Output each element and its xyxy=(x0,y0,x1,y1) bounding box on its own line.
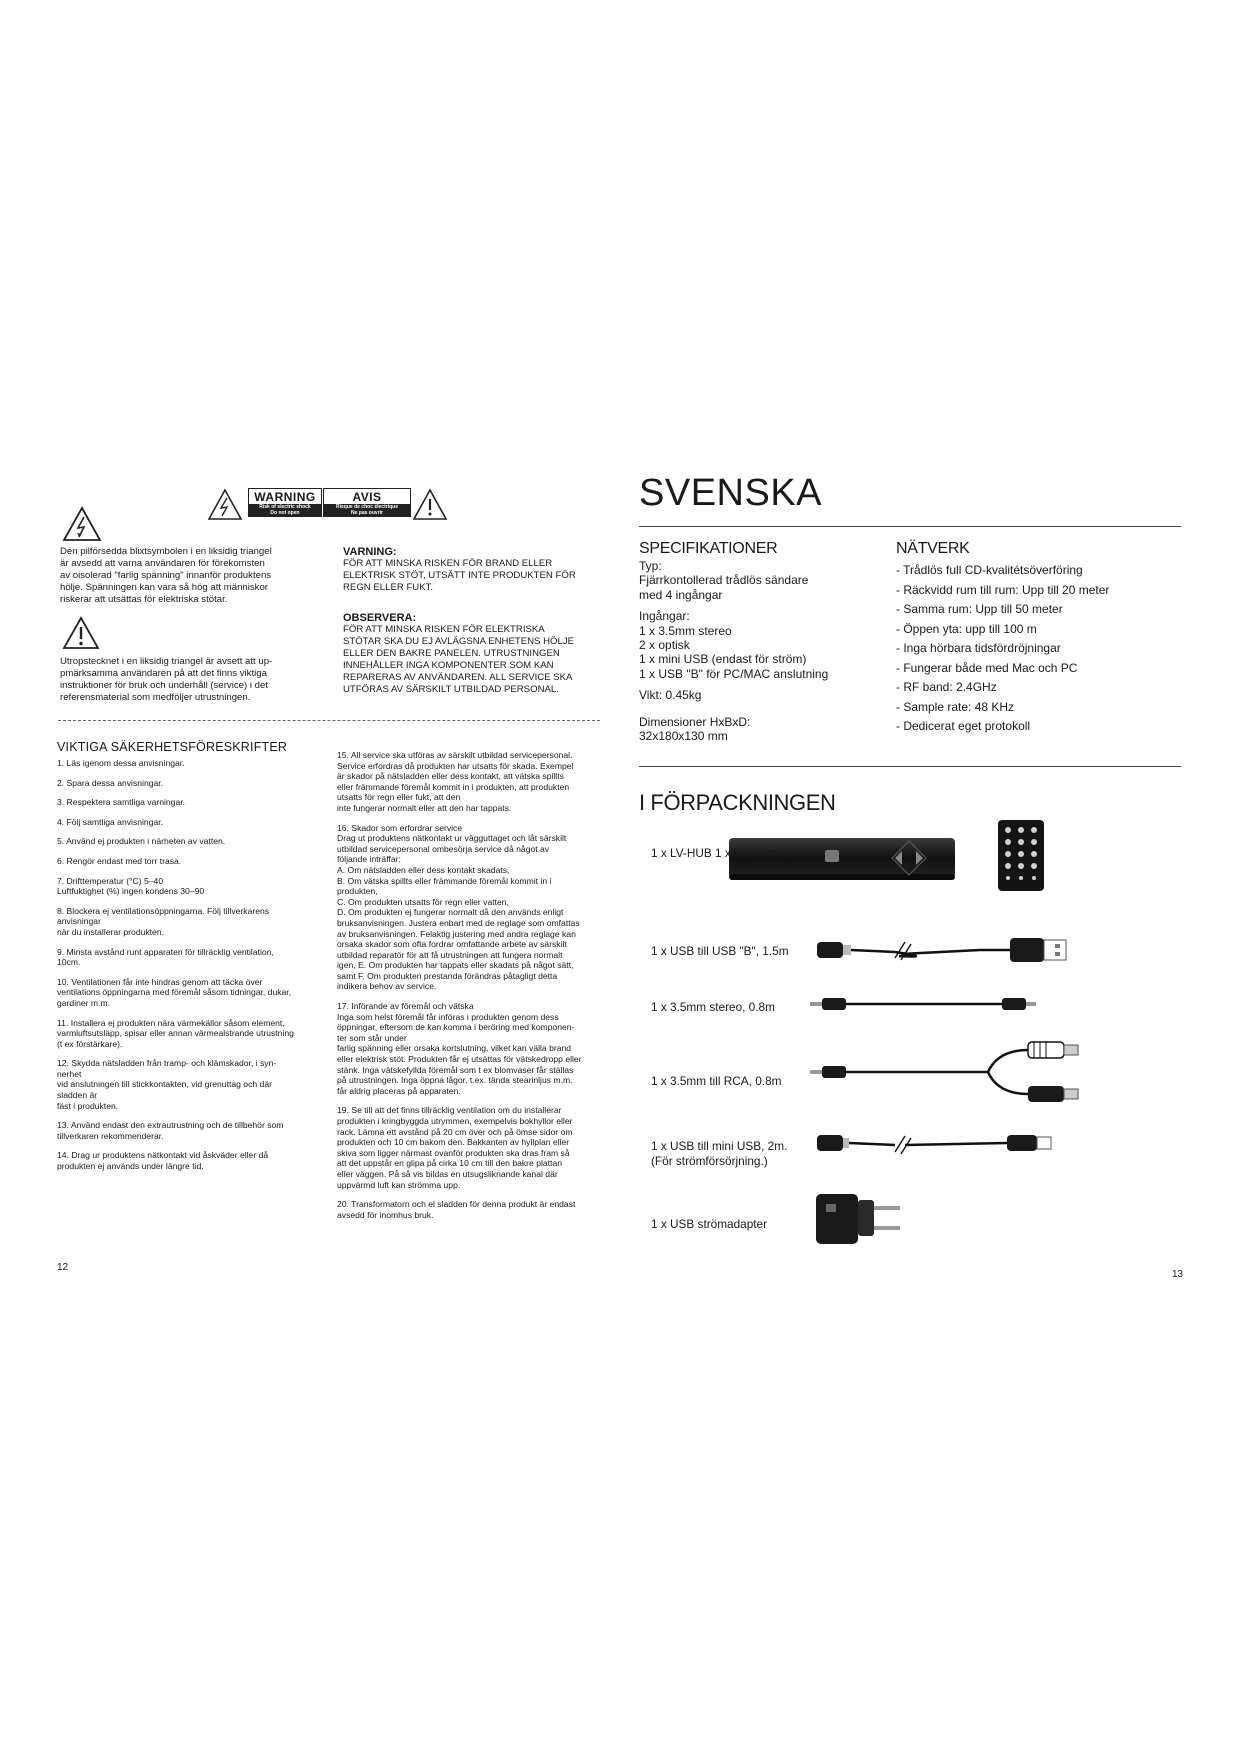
list-item: 8. Blockera ej ventilationsöppningarna. Följ tillverkarens anvisningar när du installerar produkten. xyxy=(57,905,270,937)
varning-block xyxy=(343,546,613,594)
warning-label-title: WARNING xyxy=(254,489,316,504)
list-item: Dimensioner HxBxD: 32x180x130 mm xyxy=(639,714,751,744)
spec-list xyxy=(639,559,869,750)
list-item: - Dedicerat eget protokoll xyxy=(896,719,1031,733)
spec-rule xyxy=(639,766,1181,767)
net-list xyxy=(896,561,1186,737)
usb-to-usb-b-cable-image xyxy=(815,932,1075,968)
list-item: 4. Följ samtliga anvisningar. xyxy=(57,816,164,827)
avis-label-sub2: Ne pas ouvrir xyxy=(351,510,383,516)
safety-list-mid xyxy=(337,750,607,1229)
warning-label xyxy=(248,488,322,517)
observera-text: FÖR ATT MINSKA RISKEN FÖR ELEKTRISKA STÖTAR SKA DU EJ AVLÄGSNA ENHETENS HÖLJE ELLER DEN BAKRE PANELEN. UTRUSTNINGEN INNEHÅLLER INGA KOMPONENTER SOM KAN REPARERAS AV ANVÄNDAREN. ALL SERVICE SKA UTFÖRAS AV SÄRSKILT UTBILDAD PERSONAL. xyxy=(343,624,575,695)
list-item: 10. Ventilationen får inte hindras genom att täcka över ventilations öppningarna med föremål såsom tidningar, dukar, gardiner m.m. xyxy=(57,976,292,1008)
list-item: 2. Spara dessa anvisningar. xyxy=(57,777,164,788)
pack-item-stereo: 1 x 3.5mm stereo, 0.8m xyxy=(651,1000,775,1014)
avis-label-title: AVIS xyxy=(352,489,382,504)
list-item: 7. Drifttemperatur (°C) 5–40 Luftfuktighet (%) ingen kondens 30–90 xyxy=(57,875,205,897)
list-item: Typ: Fjärrkontollerad trådlös sändare med 4 ingångar xyxy=(639,559,809,602)
list-item: 3. Respektera samtliga varningar. xyxy=(57,797,186,808)
list-item: - Öppen yta: upp till 100 m xyxy=(896,621,1037,636)
pack-item-usb-b: 1 x USB till USB "B", 1.5m xyxy=(651,944,789,958)
list-item: 20. Transformatorn och el sladden för denna produkt är endast avsedd för inomhus bruk. xyxy=(337,1199,576,1220)
warning-label-sub2: Do not open xyxy=(270,510,300,516)
avis-label xyxy=(323,488,411,517)
list-item: 6. Rengör endast med torr trasa. xyxy=(57,855,182,866)
pack-item-hub: 1 x LV-HUB 1 x fjärrkontroll xyxy=(651,846,793,860)
page-title: SVENSKA xyxy=(639,472,823,514)
list-item: 11. Installera ej produkten nära värmekällor såsom element, varmluftsutsläpp, spisar eller annan värmealstrande utrustning (t ex förstärkare). xyxy=(57,1017,294,1049)
dashed-divider xyxy=(58,720,600,721)
pack-heading: I FÖRPACKNINGEN xyxy=(639,790,836,815)
list-item: 14. Drag ur produktens nätkontakt vid åskväder eller då produkten ej används under längre tid. xyxy=(57,1150,269,1172)
page-number-left: 12 xyxy=(57,1262,69,1273)
list-item: - Trådlös full CD-kvalitétsöverföring xyxy=(896,563,1083,577)
lightning-description: Den pilförsedda blixtsymbolen i en liksidig triangel är avsedd att varna användaren för förekomsten av oisolerad "farlig spänning" innanför produktens hölje. Spänningen kan vara så hög att människor riskerar att utsättas för elektriska stötar. xyxy=(60,546,272,605)
rca-cable-image xyxy=(808,1036,1088,1110)
varning-heading: VARNING: xyxy=(343,546,397,558)
observera-block xyxy=(343,612,613,696)
list-item: 17. Införande av föremål och vätska Inga som helst föremål får införas i produkten genom dess öppningar, eftersom de kan komma i beröring med komponen- ter som står under farlig spänning eller orsaka kortslutning, vilket kan välla brand eller elektrisk stöt. Produkten får ej utsättas för vätskedropp eller stänk. Inga vätskefyllda föremål som t ex blomvaser får ställas på utrustningen. Inga öppna lågor, t.ex. tända stearinljus m.m. får aldrig placeras på apparaten. xyxy=(337,1001,582,1096)
list-item: 1. Läs igenom dessa anvisningar. xyxy=(57,758,185,768)
pack-item-adapter: 1 x USB strömadapter xyxy=(651,1217,768,1231)
exclamation-triangle-icon xyxy=(412,488,448,521)
page-number-right: 13 xyxy=(1172,1269,1184,1280)
exclamation-warning-icon xyxy=(62,616,100,650)
list-item: - RF band: 2.4GHz xyxy=(896,680,997,694)
exclamation-description: Utropstecknet i en liksidig triangel är avsett att up- pmärksamma användaren på att det finns viktiga instruktioner för bruk och underhåll (service) i det referensmaterial som medföljer utrustningen. xyxy=(60,656,273,703)
pack-item-mini-usb: 1 x USB till mini USB, 2m. (För strömförsörjning.) xyxy=(651,1139,788,1168)
title-rule xyxy=(639,526,1181,527)
remote-control-image xyxy=(996,818,1046,893)
safety-heading: VIKTIGA SÄKERHETSFÖRESKRIFTER xyxy=(57,740,288,754)
lightning-triangle-icon xyxy=(207,488,243,521)
list-item: Ingångar: 1 x 3.5mm stereo 2 x optisk 1 x mini USB (endast för ström) 1 x USB "B" för PC/MAC anslutning xyxy=(639,609,829,681)
list-item: 15. All service ska utföras av särskilt utbildad servicepersonal. Service erfordras då produkten har utsatts för skada. Exempel är skador på nätsladden eller dess kontakt, att vätska spillts eller främmande föremål kommit in i produkten, att produkten utsatts för regn eller fukt, att den inte fungerar normalt eller att den har tappats. xyxy=(337,750,574,813)
list-item: 9. Minsta avstånd runt apparaten för tillräcklig ventilation, 10cm. xyxy=(57,946,274,968)
avis-label-sub1: Risque de choc électrique xyxy=(336,504,398,510)
spec-heading: SPECIFIKATIONER xyxy=(639,540,778,557)
list-item: - Fungerar både med Mac och PC xyxy=(896,660,1078,675)
safety-list-left xyxy=(57,758,327,1181)
list-item: Vikt: 0.45kg xyxy=(639,688,702,703)
observera-heading: OBSERVERA: xyxy=(343,612,417,624)
pack-item-rca: 1 x 3.5mm till RCA, 0.8m xyxy=(651,1074,782,1088)
list-item: 16. Skador som erfordrar service Drag ut produktens nätkontakt ur vägguttaget och låt särskilt utbildad servicepersonal ombesörja service då något av följande inträffar: A. Om nätsladden eller dess kontakt skadats, B. Om vätska spillts eller främmande föremål kommit in i produkten, C. Om produkten utsatts för regn eller vatten, D. Om produkten ej fungerar normalt då den används enligt bruksanvisningen. Justera enbart med de reglage som omfattas av bruksanvisningen. Felaktig justering med andra reglage kan orsaka skador som ofta fordrar omfattande arbete av särskilt utbildad reparatör för att få utrustningen att fungera normalt igen, E. Om produkten har tappats eller skadats på något sätt, samt F. Om produkten prestanda förändras påtagligt detta indikera behov av service. xyxy=(337,822,580,992)
list-item: 12. Skydda nätsladden från tramp- och klämskador, i syn- nerhet vid anslutningen till stickkontakten, vid grenuttag och där sladden är fäst i produkten. xyxy=(57,1058,277,1111)
warning-label-sub1: Risk of electric shock xyxy=(259,504,311,510)
usb-power-adapter-image xyxy=(812,1186,912,1248)
list-item: 19. Se till att det finns tillräcklig ventilation om du installerar produkten i kringbyggda utrymmen, exempelvis bokhyllor eller rack. Lämna ett avstånd på 20 cm över och på ömse sidor om produkten och 10 cm bakom den. Bakkanten av hyllplan eller skiva som ligger närmast ovanför produkten ska dras fram så att det uppstår en glipa på cirka 10 cm till den bakre plattan eller väggen. På så vis bildas en utsugsliknande kanal där uppvärmd luft kan strömma upp. xyxy=(337,1105,573,1190)
list-item: - Sample rate: 48 KHz xyxy=(896,699,1015,714)
list-item: - Räckvidd rum till rum: Upp till 20 meter xyxy=(896,582,1110,597)
list-item: - Samma rum: Upp till 50 meter xyxy=(896,602,1063,616)
net-heading: NÄTVERK xyxy=(896,540,970,557)
list-item: 5. Använd ej produkten i närheten av vatten. xyxy=(57,836,226,847)
list-item: - Inga hörbara tidsfördröjningar xyxy=(896,641,1061,655)
usb-mini-cable-image xyxy=(815,1128,1055,1158)
varning-text: FÖR ATT MINSKA RISKEN FÖR BRAND ELLER ELEKTRISK STÖT, UTSÄTT INTE PRODUKTEN FÖR REGN ELLER FUKT. xyxy=(343,558,576,593)
stereo-cable-image xyxy=(808,992,1038,1016)
list-item: 13. Använd endast den extrautrustning och de tillbehör som tillverkaren rekommenderar. xyxy=(57,1120,284,1141)
lightning-warning-icon xyxy=(62,506,102,542)
